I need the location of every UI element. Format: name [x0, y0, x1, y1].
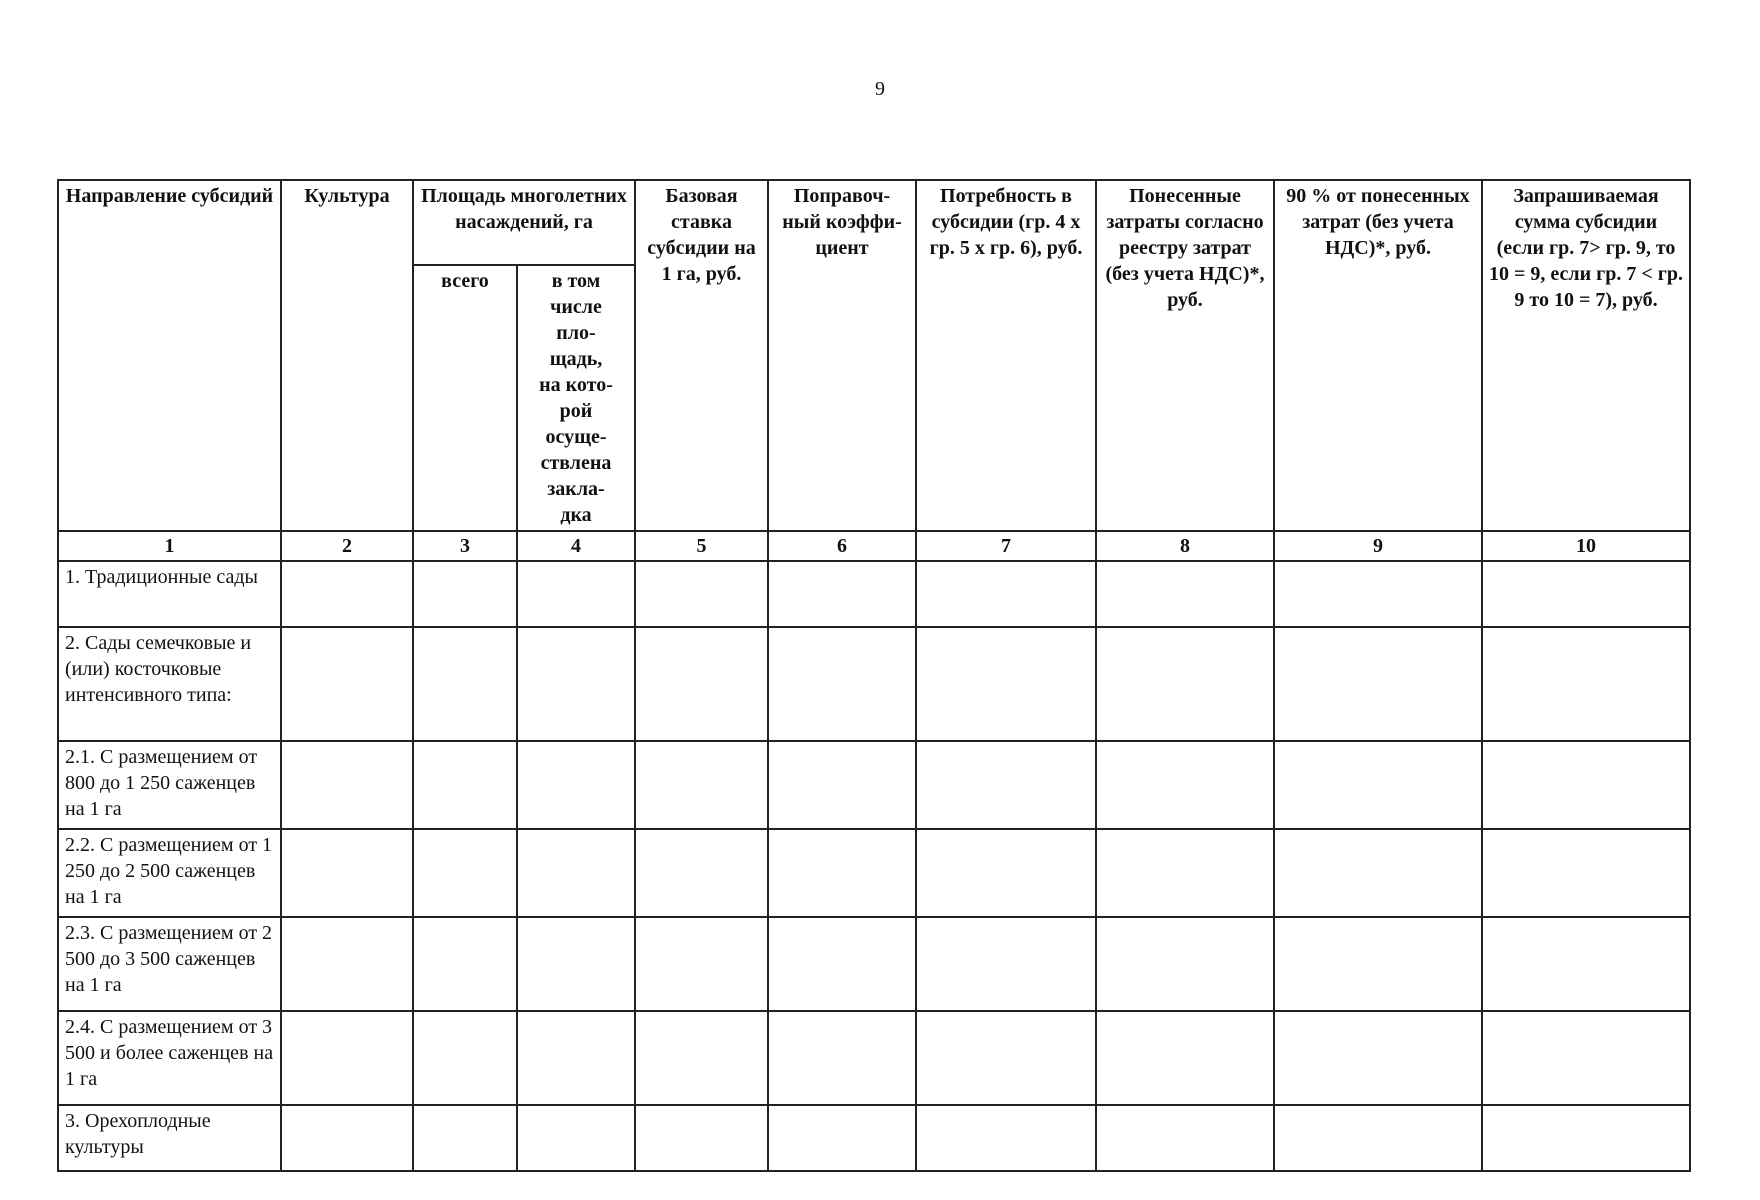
header-row-top: [58, 180, 1690, 265]
table-row: [58, 741, 1690, 829]
table-cell[interactable]: [1482, 741, 1690, 829]
table-cell[interactable]: [517, 561, 635, 627]
table-cell[interactable]: [916, 829, 1096, 917]
table-cell[interactable]: [1482, 627, 1690, 741]
table-cell[interactable]: [635, 627, 768, 741]
column-number: 5: [635, 531, 768, 561]
header-area-planted-line: числе: [550, 296, 602, 318]
header-area-planted-line: дка: [560, 504, 592, 526]
row-label: 2.4. С размещением от 3 500 и более саженцев на 1 га: [58, 1011, 281, 1105]
table-row: [58, 1011, 1690, 1105]
table-cell[interactable]: [517, 741, 635, 829]
column-number: 1: [58, 531, 281, 561]
table-cell[interactable]: [916, 917, 1096, 1011]
table-cell[interactable]: [281, 1011, 413, 1105]
table-cell[interactable]: [635, 1011, 768, 1105]
table-cell[interactable]: [768, 829, 916, 917]
table-cell[interactable]: [1274, 829, 1482, 917]
table-cell[interactable]: [635, 561, 768, 627]
table-cell[interactable]: [916, 561, 1096, 627]
table-cell[interactable]: [1274, 561, 1482, 627]
table-cell[interactable]: [413, 741, 517, 829]
table-cell[interactable]: [768, 561, 916, 627]
header-area-planted-line: в том: [551, 270, 601, 292]
table-cell[interactable]: [1096, 1011, 1274, 1105]
header-ninety-percent: 90 % от понесенных затрат (без учета НДС)*, руб.: [1274, 180, 1482, 531]
header-costs-incurred: Понесенные затраты согласно реестру затрат (без учета НДС)*, руб.: [1096, 180, 1274, 531]
table-cell[interactable]: [1482, 917, 1690, 1011]
table-row: [58, 561, 1690, 627]
table-cell[interactable]: [1096, 627, 1274, 741]
table-cell[interactable]: [1274, 627, 1482, 741]
table-cell[interactable]: [635, 741, 768, 829]
table-cell[interactable]: [916, 1105, 1096, 1171]
table-cell[interactable]: [1274, 1011, 1482, 1105]
table-cell[interactable]: [916, 741, 1096, 829]
table-cell[interactable]: [413, 917, 517, 1011]
table-cell[interactable]: [281, 561, 413, 627]
table-cell[interactable]: [413, 1011, 517, 1105]
column-number: 10: [1482, 531, 1690, 561]
table-cell[interactable]: [281, 1105, 413, 1171]
subsidy-table: [57, 179, 1691, 1172]
table-cell[interactable]: [1482, 1011, 1690, 1105]
table-cell[interactable]: [281, 741, 413, 829]
row-label: 2.3. С размещением от 2 500 до 3 500 саженцев на 1 га: [58, 917, 281, 1011]
table-cell[interactable]: [1274, 1105, 1482, 1171]
header-area-planted: [517, 265, 635, 531]
column-number: 4: [517, 531, 635, 561]
column-number-row: [58, 531, 1690, 561]
table-cell[interactable]: [413, 561, 517, 627]
table-cell[interactable]: [517, 917, 635, 1011]
table-row: [58, 1105, 1690, 1171]
column-number: 7: [916, 531, 1096, 561]
header-area-planted-line: осуще-: [545, 426, 607, 448]
table-cell[interactable]: [768, 1011, 916, 1105]
table-cell[interactable]: [517, 829, 635, 917]
table-cell[interactable]: [413, 1105, 517, 1171]
header-area-planted-line: рой: [559, 400, 593, 422]
header-crop: Культура: [281, 180, 413, 531]
row-label: 2.2. С размещением от 1 250 до 2 500 саженцев на 1 га: [58, 829, 281, 917]
table-row: [58, 829, 1690, 917]
header-requested-amount: Запрашиваемая сумма субсидии (если гр. 7> гр. 9, то 10 = 9, если гр. 7 < гр. 9 то 10 = 7), руб.: [1482, 180, 1690, 531]
header-direction: Направление субсидий: [58, 180, 281, 531]
table-cell[interactable]: [281, 829, 413, 917]
table-cell[interactable]: [413, 829, 517, 917]
table-cell[interactable]: [916, 1011, 1096, 1105]
header-correction-factor: Поправоч-ный коэффи-циент: [768, 180, 916, 531]
table-cell[interactable]: [1096, 741, 1274, 829]
row-label: 3. Орехоплодные культуры: [58, 1105, 281, 1171]
table-cell[interactable]: [1482, 561, 1690, 627]
header-area-total: всего: [413, 265, 517, 531]
table-cell[interactable]: [768, 1105, 916, 1171]
table-cell[interactable]: [635, 917, 768, 1011]
table-cell[interactable]: [1096, 1105, 1274, 1171]
column-number: 2: [281, 531, 413, 561]
table-cell[interactable]: [768, 917, 916, 1011]
table-cell[interactable]: [281, 627, 413, 741]
table-cell[interactable]: [1274, 741, 1482, 829]
header-base-rate: Базовая ставка субсидии на 1 га, руб.: [635, 180, 768, 531]
header-area-planted-line: пло-: [556, 322, 596, 344]
table-cell[interactable]: [1274, 917, 1482, 1011]
page-number: 9: [875, 78, 885, 100]
table-cell[interactable]: [517, 1105, 635, 1171]
header-subsidy-need: Потребность в субсидии (гр. 4 х гр. 5 х гр. 6), руб.: [916, 180, 1096, 531]
table-cell[interactable]: [916, 627, 1096, 741]
table-row: [58, 627, 1690, 741]
table-cell[interactable]: [635, 1105, 768, 1171]
table-cell[interactable]: [517, 1011, 635, 1105]
table-cell[interactable]: [413, 627, 517, 741]
table-row: [58, 917, 1690, 1011]
header-area-planted-line: щадь,: [549, 348, 603, 370]
table-cell[interactable]: [1096, 917, 1274, 1011]
table-cell[interactable]: [281, 917, 413, 1011]
header-area-planted-line: на кото-: [539, 374, 613, 396]
header-area-planted-line: закла-: [547, 478, 605, 500]
table-cell[interactable]: [1096, 829, 1274, 917]
header-area-planted-line: ствлена: [540, 452, 612, 474]
row-label: 2. Сады семечковые и (или) косточковые интенсивного типа:: [58, 627, 281, 741]
row-label: 2.1. С размещением от 800 до 1 250 саженцев на 1 га: [58, 741, 281, 829]
row-label: 1. Традиционные сады: [58, 561, 281, 627]
table-cell[interactable]: [768, 627, 916, 741]
table-cell[interactable]: [1096, 561, 1274, 627]
table-cell[interactable]: [1482, 1105, 1690, 1171]
column-number: 3: [413, 531, 517, 561]
table-cell[interactable]: [768, 741, 916, 829]
table-cell[interactable]: [635, 829, 768, 917]
column-number: 8: [1096, 531, 1274, 561]
header-area-group: Площадь многолетних насаждений, га: [413, 180, 635, 265]
column-number: 6: [768, 531, 916, 561]
table-cell[interactable]: [1482, 829, 1690, 917]
column-number: 9: [1274, 531, 1482, 561]
table-cell[interactable]: [517, 627, 635, 741]
